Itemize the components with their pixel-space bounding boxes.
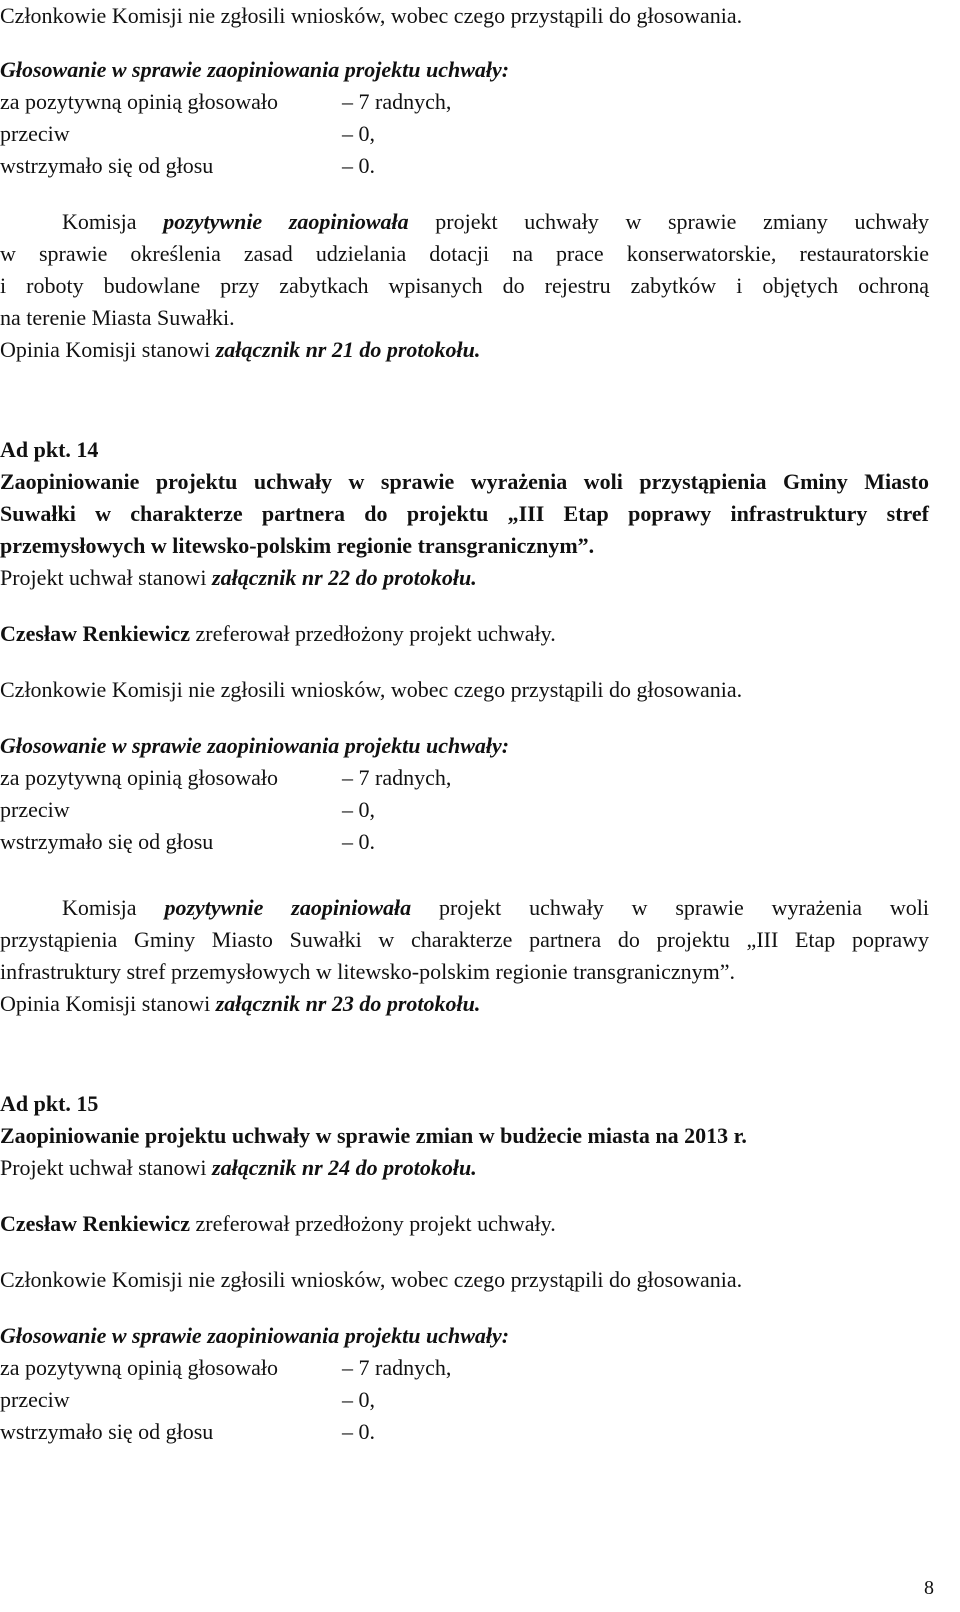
opinion-text: Komisja bbox=[62, 895, 165, 920]
vote-for-label: za pozytywną opinią głosowało bbox=[0, 89, 278, 114]
attachment-number: załącznik nr 22 do protokołu. bbox=[212, 565, 477, 590]
vote-abstain-label: wstrzymało się od głosu bbox=[0, 153, 214, 178]
opinion-paragraph-line: w sprawie określenia zasad udzielania dotacji na prace konserwatorskie, restauratorskie bbox=[0, 241, 929, 266]
members-no-motions-text: Członkowie Komisji nie zgłosili wniosków, wobec czego przystąpili do głosowania. bbox=[0, 1267, 743, 1292]
vote-abstain-value: – 0. bbox=[342, 1419, 375, 1444]
attachment-text: Projekt uchwał stanowi bbox=[0, 565, 213, 590]
members-no-motions-text: Członkowie Komisji nie zgłosili wniosków, wobec czego przystąpili do głosowania. bbox=[0, 677, 743, 702]
vote-for-value: – 7 radnych, bbox=[342, 1355, 452, 1380]
attachment-number: załącznik nr 24 do protokołu. bbox=[212, 1155, 477, 1180]
opinion-paragraph-line: i roboty budowlane przy zabytkach wpisanych do rejestru zabytków i objętych ochroną bbox=[0, 273, 929, 298]
opinion-text: projekt uchwały w sprawie zmiany uchwały bbox=[408, 209, 929, 234]
attachment-text: Opinia Komisji stanowi bbox=[0, 991, 216, 1016]
vote-abstain-label: wstrzymało się od głosu bbox=[0, 829, 214, 854]
speaker-name: Czesław Renkiewicz bbox=[0, 621, 191, 646]
speaker-name: Czesław Renkiewicz bbox=[0, 1211, 191, 1236]
vote-for-value: – 7 radnych, bbox=[342, 765, 452, 790]
speaker-action: zreferował przedłożony projekt uchwały. bbox=[190, 1211, 556, 1236]
vote-for-value: – 7 radnych, bbox=[342, 89, 452, 114]
vote-against-value: – 0, bbox=[342, 1387, 375, 1412]
project-attachment-reference bbox=[0, 562, 477, 594]
opinion-paragraph-line bbox=[0, 892, 929, 924]
opinion-emphasis: pozytywnie zaopiniowała bbox=[163, 209, 409, 234]
page-number: 8 bbox=[924, 1577, 934, 1599]
project-attachment-reference bbox=[0, 1152, 477, 1184]
vote-abstain-value: – 0. bbox=[342, 153, 375, 178]
attachment-text: Opinia Komisji stanowi bbox=[0, 337, 216, 362]
members-no-motions-text: Członkowie Komisji nie zgłosili wniosków, wobec czego przystąpili do głosowania. bbox=[0, 3, 743, 28]
attachment-reference bbox=[0, 334, 480, 366]
opinion-text: projekt uchwały w sprawie wyrażenia woli bbox=[411, 895, 929, 920]
speaker-action: zreferował przedłożony projekt uchwały. bbox=[190, 621, 556, 646]
vote-heading: Głosowanie w sprawie zaopiniowania projektu uchwały: bbox=[0, 733, 510, 758]
agenda-point-heading: Ad pkt. 15 bbox=[0, 1091, 99, 1116]
vote-against-value: – 0, bbox=[342, 797, 375, 822]
speaker-line bbox=[0, 1208, 556, 1240]
agenda-point-title-line: Zaopiniowanie projektu uchwały w sprawie zmian w budżecie miasta na 2013 r. bbox=[0, 1123, 747, 1148]
vote-for-label: za pozytywną opinią głosowało bbox=[0, 765, 278, 790]
vote-against-label: przeciw bbox=[0, 121, 70, 146]
opinion-text: Komisja bbox=[62, 209, 164, 234]
agenda-point-title-line: Zaopiniowanie projektu uchwały w sprawie wyrażenia woli przystąpienia Gminy Miasto bbox=[0, 469, 929, 494]
vote-abstain-label: wstrzymało się od głosu bbox=[0, 1419, 214, 1444]
agenda-point-heading: Ad pkt. 14 bbox=[0, 437, 99, 462]
vote-heading: Głosowanie w sprawie zaopiniowania projektu uchwały: bbox=[0, 1323, 510, 1348]
opinion-paragraph-line: na terenie Miasta Suwałki. bbox=[0, 305, 235, 330]
opinion-paragraph-line: infrastruktury stref przemysłowych w litewsko-polskim regionie transgranicznym”. bbox=[0, 959, 735, 984]
vote-heading: Głosowanie w sprawie zaopiniowania projektu uchwały: bbox=[0, 57, 510, 82]
vote-against-label: przeciw bbox=[0, 1387, 70, 1412]
vote-abstain-value: – 0. bbox=[342, 829, 375, 854]
attachment-text: Projekt uchwał stanowi bbox=[0, 1155, 213, 1180]
speaker-line bbox=[0, 618, 556, 650]
agenda-point-title-line: przemysłowych w litewsko-polskim regionie transgranicznym”. bbox=[0, 533, 595, 558]
opinion-paragraph-line bbox=[0, 206, 929, 238]
opinion-paragraph-line: przystąpienia Gminy Miasto Suwałki w charakterze partnera do projektu „III Etap poprawy bbox=[0, 927, 929, 952]
vote-against-value: – 0, bbox=[342, 121, 375, 146]
vote-against-label: przeciw bbox=[0, 797, 70, 822]
opinion-emphasis: pozytywnie zaopiniowała bbox=[164, 895, 412, 920]
vote-for-label: za pozytywną opinią głosowało bbox=[0, 1355, 278, 1380]
attachment-number: załącznik nr 21 do protokołu. bbox=[215, 337, 481, 362]
attachment-number: załącznik nr 23 do protokołu. bbox=[215, 991, 481, 1016]
attachment-reference bbox=[0, 988, 480, 1020]
agenda-point-title-line: Suwałki w charakterze partnera do projektu „III Etap poprawy infrastruktury stref bbox=[0, 501, 929, 526]
